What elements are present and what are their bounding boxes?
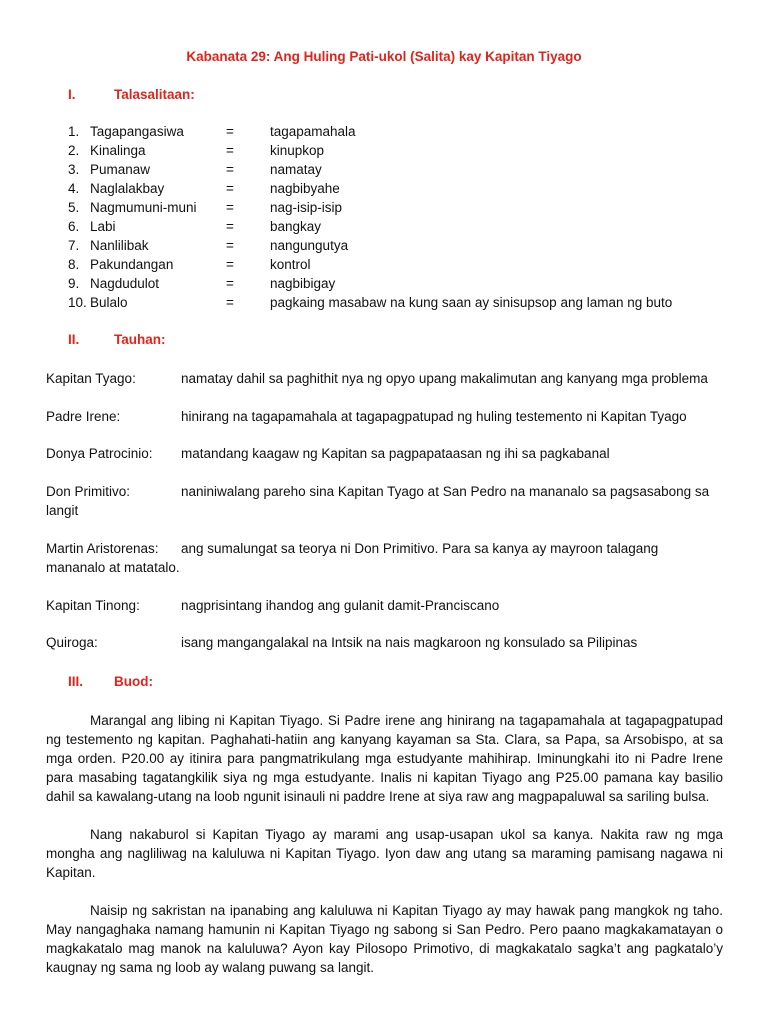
section-numeral-buod: III. — [68, 674, 84, 689]
character-name: Quiroga: — [46, 635, 98, 650]
character-name: Don Primitivo: — [46, 484, 131, 499]
vocab-definition: kontrol — [270, 257, 311, 272]
character-description: nagprisintang ihandog ang gulanit damit-Pranciscano — [181, 598, 500, 613]
vocab-term: Bulalo — [90, 295, 128, 310]
vocab-term: Labi — [90, 219, 116, 234]
vocab-definition: bangkay — [270, 219, 322, 234]
vocab-equals: = — [226, 181, 234, 196]
character-name: Padre Irene: — [46, 409, 121, 424]
vocab-equals: = — [226, 143, 234, 158]
character-description-continued: mananalo at matatalo. — [46, 560, 180, 575]
character-name: Martin Aristorenas: — [46, 541, 159, 556]
vocab-number: 3. — [68, 162, 80, 177]
summary-paragraph — [46, 711, 723, 806]
vocab-term: Nagmumuni-muni — [90, 200, 197, 215]
document-title: Kabanata 29: Ang Huling Pati-ukol (Salita) kay Kapitan Tiyago — [186, 49, 582, 64]
vocab-number: 9. — [68, 276, 80, 291]
vocab-term: Kinalinga — [90, 143, 146, 158]
vocab-term: Pumanaw — [90, 162, 151, 177]
section-heading-talasalitaan: Talasalitaan: — [114, 87, 195, 102]
section-numeral-tauhan: II. — [68, 332, 80, 347]
summary-text: Nang nakaburol si Kapitan Tiyago ay marami ang usap-usapan ukol sa kanya. Nakita raw ng mga mongha ang nagliliwag na kaluluwa ni Kapitan Tiyago. Iyon daw ang utang sa maraming pamisang nagawa ni Kapitan. — [46, 827, 723, 880]
summary-paragraph — [46, 825, 723, 882]
character-description: hinirang na tagapamahala at tagapagpatupad ng huling testemento ni Kapitan Tyago — [181, 409, 687, 424]
vocab-number: 6. — [68, 219, 80, 234]
vocab-number: 1. — [68, 124, 80, 139]
vocab-equals: = — [226, 219, 234, 234]
character-description: naniniwalang pareho sina Kapitan Tyago at San Pedro na mananalo sa pagsasabong sa — [181, 484, 710, 499]
vocab-definition: pagkaing masabaw na kung saan ay sinisupsop ang laman ng buto — [270, 295, 673, 310]
vocab-term: Nagdudulot — [90, 276, 160, 291]
summary-text: Marangal ang libing ni Kapitan Tiyago. Si Padre irene ang hinirang na tagapamahala at tagapagpatupad ng testemento ng kapitan. Paghahati-hatiin ang kanyang kayaman sa Sta. Clara, sa Papa, sa Arsobispo, at sa mga orden. P20.00 ay itinira para pangmatrikulang mga estudyante mahihirap. Iminungkahi ito ni Padre Irene para masabing tagatangkilik siya ng mga estudyante. Inalis ni kapitan Tiyago ang P25.00 pamana kay basilio dahil sa kawalang-utang na loob ngunit isinauli ni paddre Irene at siya raw ang magpapaluwal sa sariling bulsa. — [46, 713, 723, 804]
vocab-equals: = — [226, 295, 234, 310]
character-name: Kapitan Tinong: — [46, 598, 140, 613]
vocab-definition: nagbibigay — [270, 276, 336, 291]
vocab-number: 2. — [68, 143, 80, 158]
character-description: ang sumalungat sa teorya ni Don Primitivo. Para sa kanya ay mayroon talagang — [181, 541, 659, 556]
vocab-term: Naglalakbay — [90, 181, 165, 196]
section-heading-buod: Buod: — [114, 674, 153, 689]
section-heading-tauhan: Tauhan: — [114, 332, 166, 347]
vocab-definition: nagbibyahe — [270, 181, 340, 196]
character-name: Kapitan Tyago: — [46, 371, 136, 386]
character-name: Donya Patrocinio: — [46, 446, 153, 461]
vocab-equals: = — [226, 162, 234, 177]
vocab-equals: = — [226, 124, 234, 139]
character-description: isang mangangalakal na Intsik na nais magkaroon ng konsulado sa Pilipinas — [181, 635, 638, 650]
vocab-equals: = — [226, 276, 234, 291]
vocab-term: Nanlilibak — [90, 238, 149, 253]
character-description-continued: langit — [46, 503, 79, 518]
vocab-definition: kinupkop — [270, 143, 325, 158]
vocab-definition: tagapamahala — [270, 124, 356, 139]
vocab-equals: = — [226, 238, 234, 253]
vocab-number: 4. — [68, 181, 80, 196]
summary-paragraph — [46, 901, 723, 977]
vocab-number: 5. — [68, 200, 80, 215]
section-numeral-talasalitaan: I. — [68, 87, 76, 102]
vocab-number: 10. — [68, 295, 87, 310]
character-description: namatay dahil sa paghithit nya ng opyo upang makalimutan ang kanyang mga problema — [181, 371, 708, 386]
vocab-definition: nag-isip-isip — [270, 200, 343, 215]
vocab-definition: namatay — [270, 162, 322, 177]
vocab-equals: = — [226, 200, 234, 215]
vocab-number: 7. — [68, 238, 80, 253]
summary-text: Naisip ng sakristan na ipanabing ang kaluluwa ni Kapitan Tiyago ay may hawak pang mangkok ng taho. May nangaghaka namang hamunin ni Kapitan Tiyago ng sabong si San Pedro. Pero paano magkakamatayan o magkakatalo mag manok na kaluluwa? Ayon kay Pilosopo Primotivo, di magkakatalo sagka’t ang pagkatalo’y kaugnay ng sama ng loob ay walang puwang sa langit. — [46, 903, 723, 975]
vocab-term: Tagapangasiwa — [90, 124, 184, 139]
vocab-equals: = — [226, 257, 234, 272]
character-description: matandang kaagaw ng Kapitan sa pagpapataasan ng ihi sa pagkabanal — [181, 446, 610, 461]
vocab-term: Pakundangan — [90, 257, 174, 272]
vocab-definition: nangungutya — [270, 238, 349, 253]
vocab-number: 8. — [68, 257, 80, 272]
